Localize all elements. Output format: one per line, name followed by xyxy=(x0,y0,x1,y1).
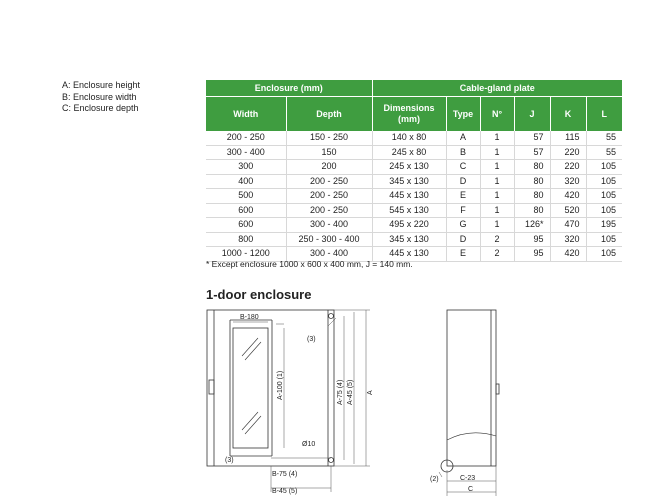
table-cell: 300 - 400 xyxy=(206,145,286,160)
dim-c23: C-23 xyxy=(460,475,476,482)
table-cell: 495 x 220 xyxy=(372,218,446,233)
table-cell: 200 - 250 xyxy=(206,131,286,145)
table-cell: 345 x 130 xyxy=(372,232,446,247)
table-cell: 200 - 250 xyxy=(286,203,372,218)
table-cell: 80 xyxy=(514,189,550,204)
table-cell: 1 xyxy=(480,160,514,175)
table-cell: 105 xyxy=(586,160,622,175)
table-cell: 1 xyxy=(480,174,514,189)
dim-b75: B-75 (4) xyxy=(272,471,298,478)
dim-a75: A-75 (4) xyxy=(337,379,344,405)
table-cell: 800 xyxy=(206,232,286,247)
column-header: L xyxy=(586,97,622,132)
door-handle xyxy=(209,380,214,394)
table-cell: 1 xyxy=(480,189,514,204)
legend-item: A: Enclosure height xyxy=(62,80,141,90)
side-labels xyxy=(430,475,475,493)
table-cell: 600 xyxy=(206,203,286,218)
legend-item: C: Enclosure depth xyxy=(62,103,139,113)
side-enclosure-outline xyxy=(447,310,496,466)
table-cell: 500 xyxy=(206,189,286,204)
table-cell: 250 - 300 - 400 xyxy=(286,232,372,247)
dim-d10: Ø10 xyxy=(302,441,316,448)
table-cell: 600 xyxy=(206,218,286,233)
group-header-enclosure: Enclosure (mm) xyxy=(206,80,372,97)
table-cell: F xyxy=(446,203,480,218)
table-cell: 300 - 400 xyxy=(286,218,372,233)
dim-b180: B-180 xyxy=(240,314,259,321)
column-header: J xyxy=(514,97,550,132)
table-cell: 300 - 400 xyxy=(286,247,372,262)
table-cell: 345 x 130 xyxy=(372,174,446,189)
table-cell: 105 xyxy=(586,174,622,189)
table-cell: 80 xyxy=(514,203,550,218)
table-cell: 445 x 130 xyxy=(372,247,446,262)
column-header: K xyxy=(550,97,586,132)
table-cell: 57 xyxy=(514,131,550,145)
table-cell: 105 xyxy=(586,232,622,247)
table-cell: 320 xyxy=(550,174,586,189)
table-cell: C xyxy=(446,160,480,175)
table-cell: 200 - 250 xyxy=(286,189,372,204)
table-cell: 105 xyxy=(586,203,622,218)
side-view xyxy=(441,310,499,472)
table-cell: 140 x 80 xyxy=(372,131,446,145)
legend-item: B: Enclosure width xyxy=(62,91,137,102)
table-cell: E xyxy=(446,247,480,262)
table-footnote: * Except enclosure 1000 x 600 x 400 mm, J = 140 mm. xyxy=(206,259,413,269)
section-title: 1-door enclosure xyxy=(206,287,312,302)
table-cell: 200 - 250 xyxy=(286,174,372,189)
table-cell: 1000 - 1200 xyxy=(206,247,286,262)
callout-2: (2) xyxy=(430,476,439,483)
table-cell: 126* xyxy=(514,218,550,233)
dim-a100: A-100 (1) xyxy=(277,370,284,400)
table-cell: 95 xyxy=(514,232,550,247)
table-cell: 245 x 80 xyxy=(372,145,446,160)
group-header-plate: Cable-gland plate xyxy=(372,80,622,97)
table-cell: 300 xyxy=(206,160,286,175)
callout-3: (3) xyxy=(307,336,316,343)
table-cell: 520 xyxy=(550,203,586,218)
table-cell: 245 x 130 xyxy=(372,160,446,175)
column-header: N° xyxy=(480,97,514,132)
table-cell: E xyxy=(446,189,480,204)
dim-a45: A-45 (5) xyxy=(347,379,354,405)
table-cell: 445 x 130 xyxy=(372,189,446,204)
table-cell: D xyxy=(446,174,480,189)
table-cell: 420 xyxy=(550,247,586,262)
table-cell: 2 xyxy=(480,247,514,262)
table-cell: 420 xyxy=(550,189,586,204)
table-cell: 105 xyxy=(586,189,622,204)
table-cell: 1 xyxy=(480,203,514,218)
column-header: Dimensions (mm) xyxy=(372,97,446,132)
column-header: Depth xyxy=(286,97,372,132)
dim-b45: B-45 (5) xyxy=(272,488,298,495)
table-cell: 220 xyxy=(550,145,586,160)
table-cell: 470 xyxy=(550,218,586,233)
table-cell: 195 xyxy=(586,218,622,233)
front-labels xyxy=(225,314,374,495)
table-cell: 105 xyxy=(586,247,622,262)
table-cell: 220 xyxy=(550,160,586,175)
hinge-hole-top xyxy=(329,314,334,319)
table-cell: G xyxy=(446,218,480,233)
table-cell: 1 xyxy=(480,131,514,145)
table-cell: 150 xyxy=(286,145,372,160)
table-cell: 150 - 250 xyxy=(286,131,372,145)
table-cell: 320 xyxy=(550,232,586,247)
table-cell: 400 xyxy=(206,174,286,189)
table-cell: 115 xyxy=(550,131,586,145)
dim-a: A xyxy=(367,390,374,395)
table-cell: A xyxy=(446,131,480,145)
table-cell: 200 xyxy=(286,160,372,175)
table-cell: 1 xyxy=(480,145,514,160)
table-cell: 80 xyxy=(514,160,550,175)
table-cell: 55 xyxy=(586,145,622,160)
table-cell: 545 x 130 xyxy=(372,203,446,218)
dim-c: C xyxy=(468,486,474,493)
table-cell: 80 xyxy=(514,174,550,189)
table-cell: 57 xyxy=(514,145,550,160)
column-header: Width xyxy=(206,97,286,132)
table-cell: B xyxy=(446,145,480,160)
callout-3: (3) xyxy=(225,457,234,464)
table-cell: 1 xyxy=(480,218,514,233)
column-header: Type xyxy=(446,97,480,132)
table-cell: 95 xyxy=(514,247,550,262)
table-cell: 55 xyxy=(586,131,622,145)
table-cell: 2 xyxy=(480,232,514,247)
table-cell: D xyxy=(446,232,480,247)
